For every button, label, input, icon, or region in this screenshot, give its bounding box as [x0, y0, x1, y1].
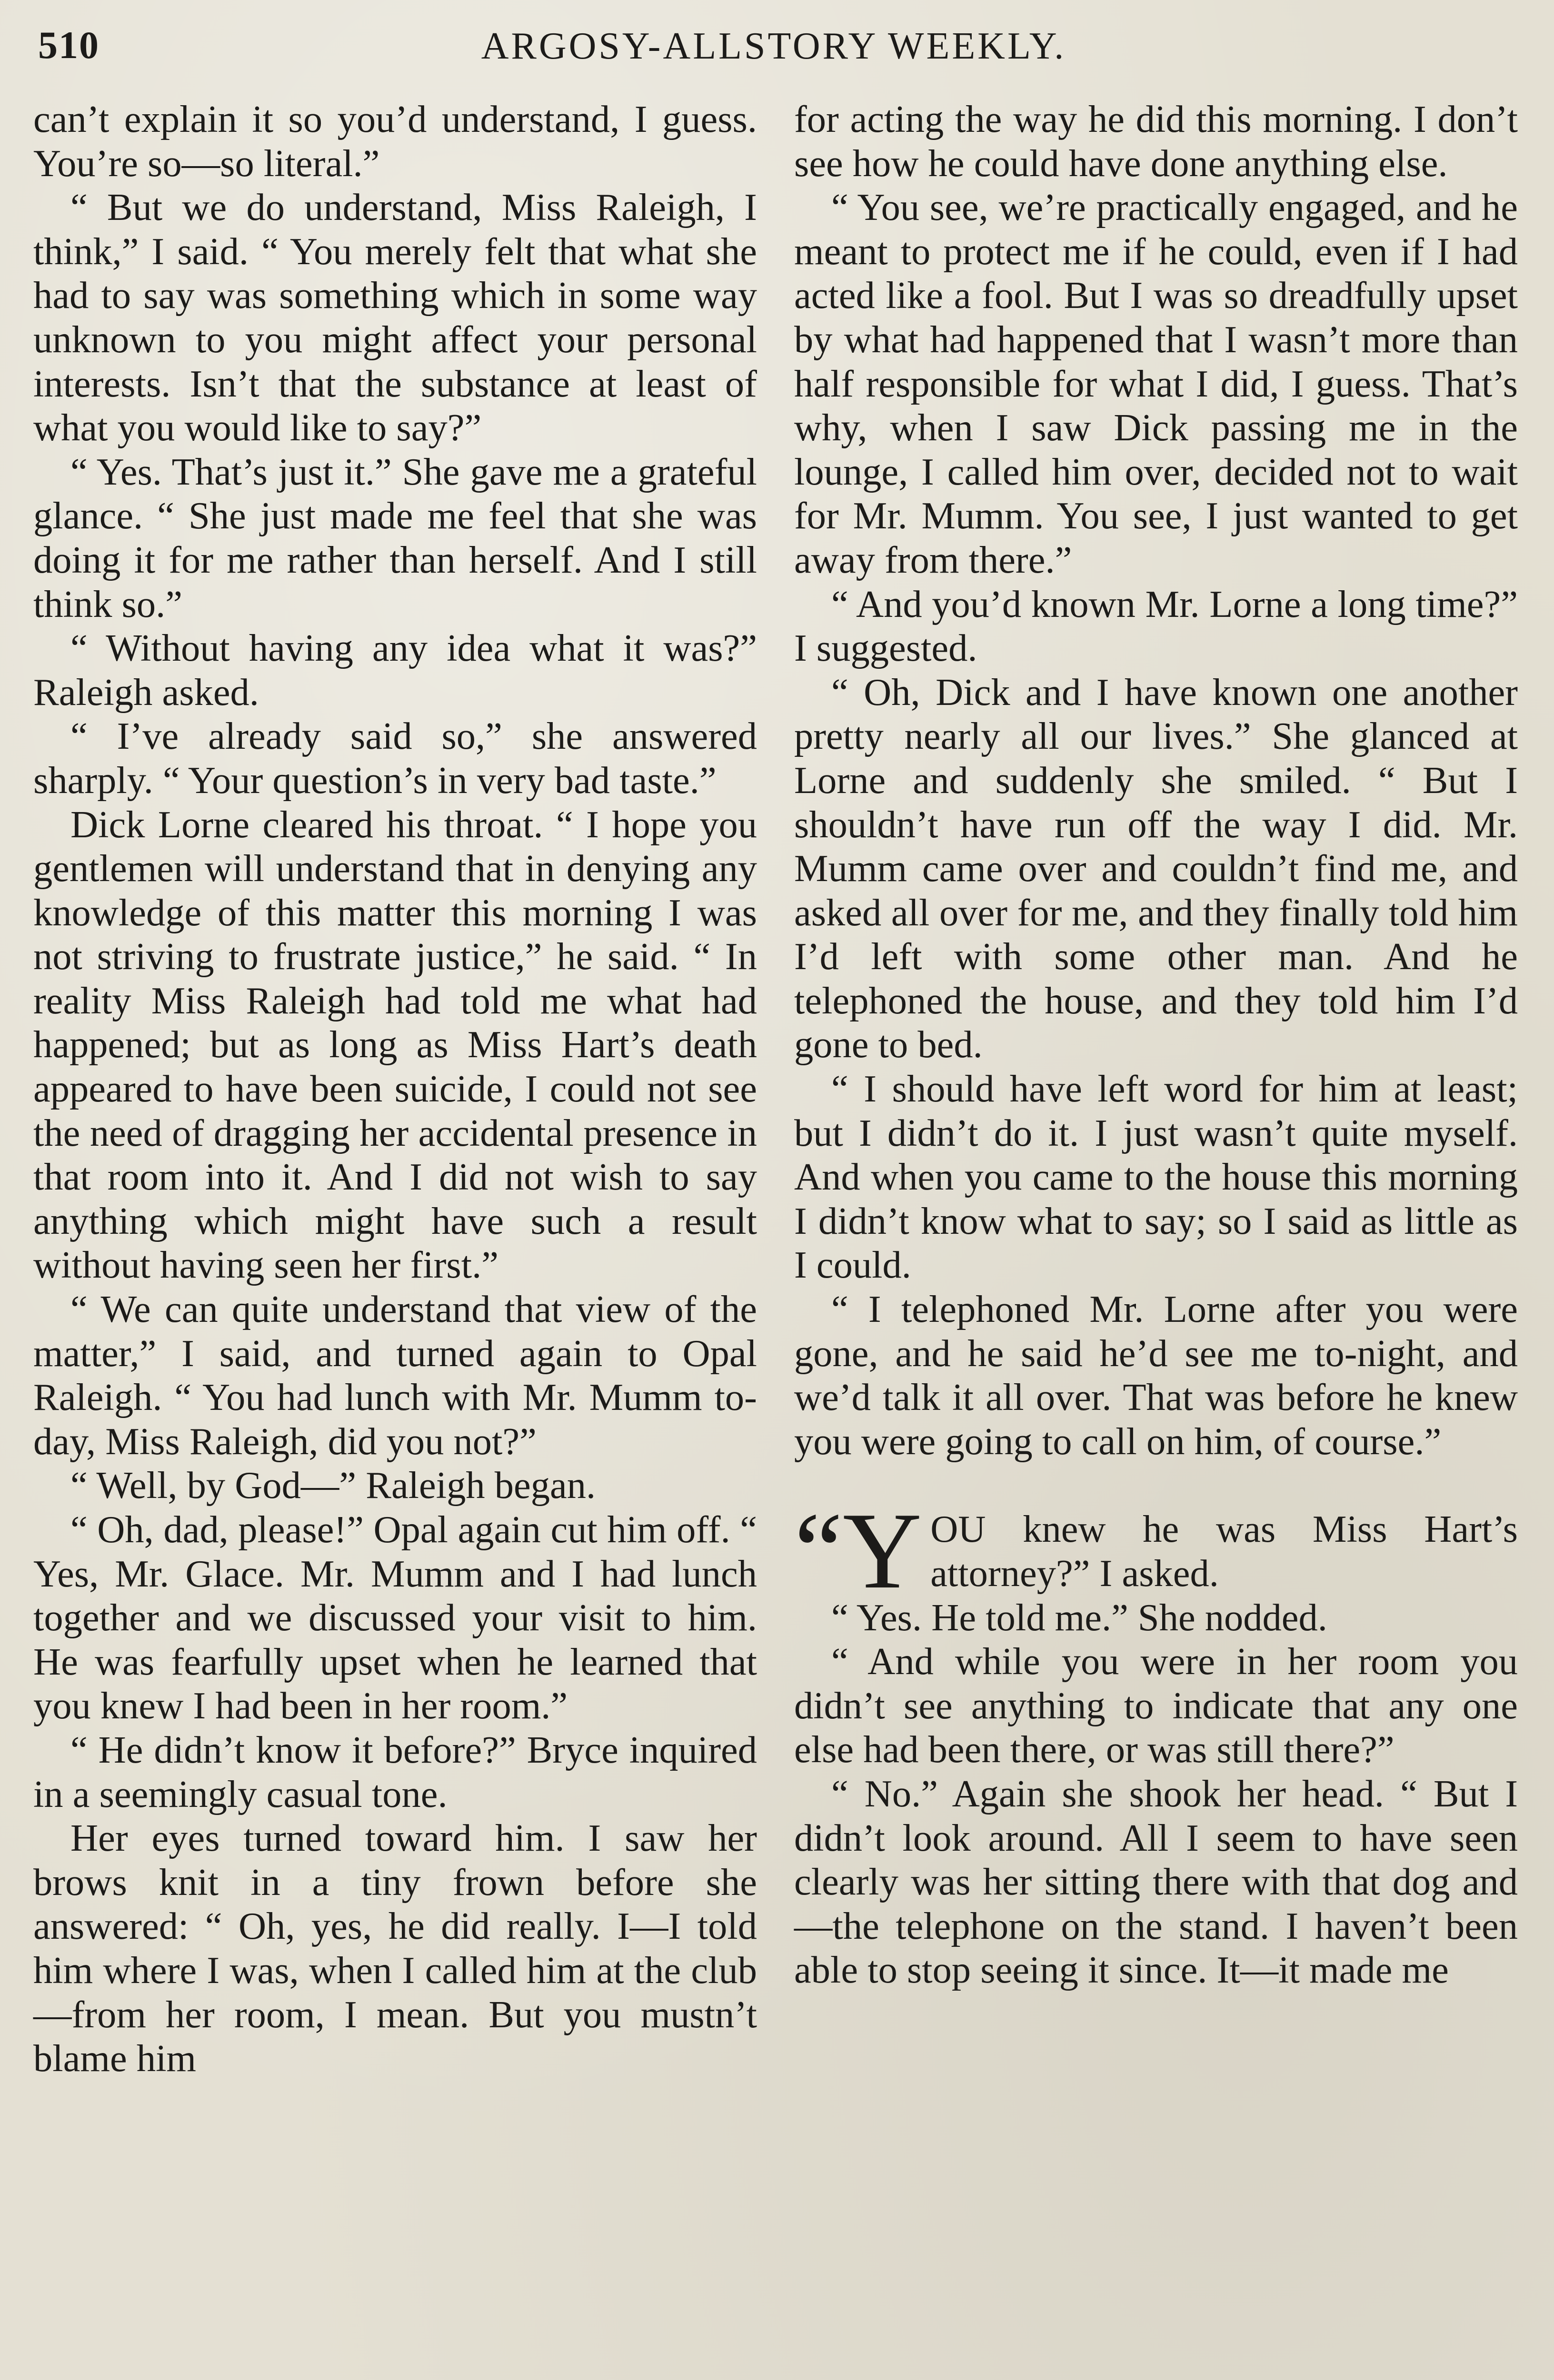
paragraph: “ And you’d known Mr. Lorne a long time?” I suggested.: [794, 583, 1518, 670]
paragraph: “ No.” Again she shook her head. “ But I didn’t look around. All I seem to have seen clearly was her sitting there with that dog and—the telephone on the stand. I haven’t been able to stop seeing it since. It—it made me: [794, 1772, 1518, 1992]
paragraph: “ But we do understand, Miss Raleigh, I think,” I said. “ You merely felt that what she had to say was something which in some way unknown to you might affect your personal interests. Isn’t that the substance at least of what you would like to say?”: [33, 186, 757, 449]
drop-cap: [794, 1490, 922, 1612]
paragraph: can’t explain it so you’d understand, I guess. You’re so—so literal.”: [33, 98, 757, 185]
paragraph: “ Yes. That’s just it.” She gave me a grateful glance. “ She just made me feel that she was doing it for me rather than herself. And I still think so.”: [33, 450, 757, 625]
page-number: 510: [38, 23, 100, 67]
paragraph: “ Oh, dad, please!” Opal again cut him off. “ Yes, Mr. Glace. Mr. Mumm and I had lunch together and we discussed your visit to him. He was fearfully upset when he learned that you knew I had been in her room.”: [33, 1508, 757, 1727]
section-opening-paragraph: [794, 1490, 1518, 1612]
left-column: [33, 98, 757, 2081]
section-opening-text: OU knew he was Miss Hart’s attorney?” I asked.: [930, 1508, 1518, 1595]
drop-cap-letter: Y: [843, 1490, 922, 1612]
paragraph: “ Well, by God—” Raleigh began.: [70, 1464, 596, 1507]
right-column: [794, 98, 1518, 1993]
paragraph: “ Without having any idea what it was?” Raleigh asked.: [33, 627, 757, 714]
paragraph: “ He didn’t know it before?” Bryce inquired in a seemingly casual tone.: [33, 1728, 757, 1815]
paragraph: “ You see, we’re practically engaged, and he meant to protect me if he could, even if I had acted like a fool. But I was so dreadfully upset by what had happened that I wasn’t more than half responsible for what I did, I guess. That’s why, when I saw Dick passing me in the lounge, I called him over, decided not to wait for Mr. Mumm. You see, I just wanted to get away from there.”: [794, 186, 1518, 581]
paragraph: “ I should have left word for him at least; but I didn’t do it. I just wasn’t quite myself. And when you came to the house this morning I didn’t know what to say; so I said as little as I could.: [794, 1068, 1518, 1287]
page-header: [33, 14, 1514, 71]
paragraph: “ I telephoned Mr. Lorne after you were gone, and he said he’d see me to-night, and we’d talk it all over. That was before he knew you were going to call on him, of course.”: [794, 1288, 1518, 1463]
paragraph: “ And while you were in her room you didn’t see anything to indicate that any one else had been there, or was still there?”: [794, 1640, 1518, 1771]
paragraph: Her eyes turned toward him. I saw her brows knit in a tiny frown before she answered: “ Oh, yes, he did really. I—I told him where I was, when I called him at the club—from her room, I mean. But you mustn’t blame him: [33, 1817, 757, 2080]
paragraph: “ We can quite understand that view of the matter,” I said, and turned again to Opal Raleigh. “ You had lunch with Mr. Mumm to-day, Miss Raleigh, did you not?”: [33, 1288, 757, 1463]
paragraph: for acting the way he did this morning. I don’t see how he could have done anything else.: [794, 98, 1518, 185]
paragraph: “ Oh, Dick and I have known one another pretty nearly all our lives.” She glanced at Lorne and suddenly she smiled. “ But I shouldn’t have run off the way I did. Mr. Mumm came over and couldn’t find me, and asked all over for me, and they finally told him I’d left with some other man. And he telephoned the house, and they told him I’d gone to bed.: [794, 671, 1518, 1066]
paragraph: Dick Lorne cleared his throat. “ I hope you gentlemen will understand that in denying any knowledge of this matter this morning I was not striving to frustrate justice,” he said. “ In reality Miss Raleigh had told me what had happened; but as long as Miss Hart’s death appeared to have been suicide, I could not see the need of dragging her accidental presence in that room into it. And I did not wish to say anything which might have such a result without having seen her first.”: [33, 803, 757, 1287]
drop-cap-quote: “: [794, 1490, 843, 1612]
paragraph: “ Yes. He told me.” She nodded.: [831, 1596, 1327, 1639]
running-head: ARGOSY-ALLSTORY WEEKLY.: [481, 25, 1066, 67]
paragraph: “ I’ve already said so,” she answered sharply. “ Your question’s in very bad taste.”: [33, 715, 757, 802]
